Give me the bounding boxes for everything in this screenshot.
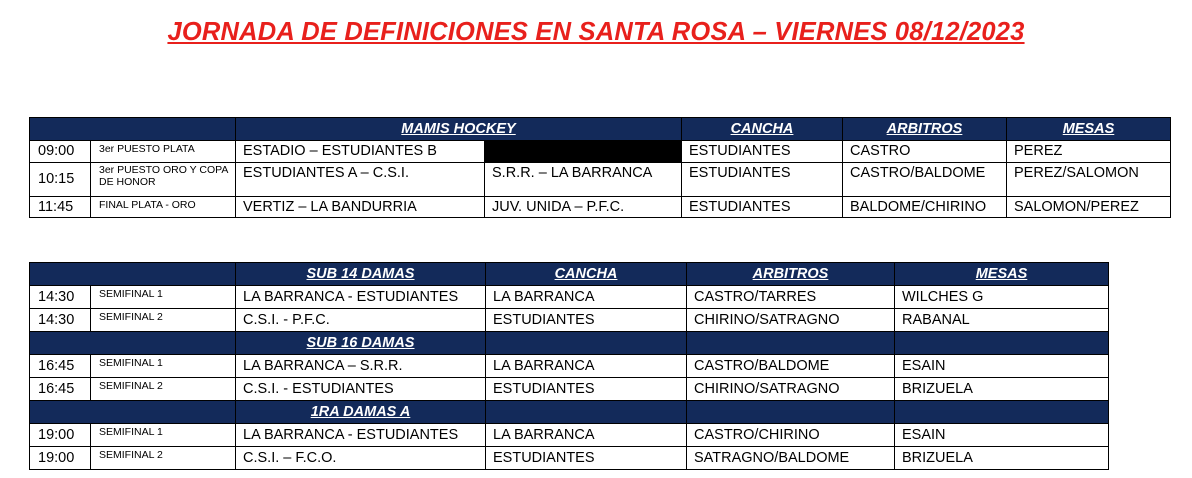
cell-mesas: SALOMON/PEREZ	[1007, 197, 1171, 218]
header-empty	[895, 332, 1109, 355]
header-arbitros: ARBITROS	[843, 118, 1007, 141]
page-title: JORNADA DE DEFINICIONES EN SANTA ROSA – VIERNES 08/12/2023	[167, 18, 1025, 46]
section-header-row	[30, 401, 1109, 424]
cell-mesas: BRIZUELA	[895, 447, 1109, 470]
cell-arbitros: CASTRO/CHIRINO	[687, 424, 895, 447]
cell-cancha: LA BARRANCA	[486, 424, 687, 447]
cell-label: SEMIFINAL 2	[91, 378, 236, 401]
cell-match-1: ESTUDIANTES A – C.S.I.	[236, 163, 485, 197]
cell-mesas: ESAIN	[895, 355, 1109, 378]
cell-match-2: JUV. UNIDA – P.F.C.	[485, 197, 682, 218]
cell-time: 09:00	[30, 141, 91, 163]
table-row	[30, 141, 1171, 163]
cell-match-1: ESTADIO – ESTUDIANTES B	[236, 141, 485, 163]
cell-time: 16:45	[30, 355, 91, 378]
table-row	[30, 355, 1109, 378]
table-row	[30, 447, 1109, 470]
cell-cancha: LA BARRANCA	[486, 355, 687, 378]
header-category: SUB 16 DAMAS	[236, 332, 486, 355]
header-spacer	[30, 401, 236, 424]
header-empty	[895, 401, 1109, 424]
cell-match: LA BARRANCA – S.R.R.	[236, 355, 486, 378]
mamis-hockey-table	[29, 117, 1171, 218]
cell-match: LA BARRANCA - ESTUDIANTES	[236, 286, 486, 309]
cell-match: C.S.I. - P.F.C.	[236, 309, 486, 332]
table-row	[30, 197, 1171, 218]
cell-arbitros: SATRAGNO/BALDOME	[687, 447, 895, 470]
table-row	[30, 286, 1109, 309]
cell-mesas: BRIZUELA	[895, 378, 1109, 401]
header-mesas: MESAS	[895, 263, 1109, 286]
header-arbitros: ARBITROS	[687, 263, 895, 286]
cell-time: 19:00	[30, 424, 91, 447]
cell-time: 16:45	[30, 378, 91, 401]
cell-cancha: ESTUDIANTES	[486, 309, 687, 332]
cell-time: 10:15	[30, 163, 91, 197]
header-mesas: MESAS	[1007, 118, 1171, 141]
cell-label: 3er PUESTO PLATA	[91, 141, 236, 163]
cell-time: 14:30	[30, 309, 91, 332]
cell-time: 11:45	[30, 197, 91, 218]
cell-arbitros: BALDOME/CHIRINO	[843, 197, 1007, 218]
section-header-row	[30, 263, 1109, 286]
cell-time: 19:00	[30, 447, 91, 470]
cell-cancha: ESTUDIANTES	[486, 378, 687, 401]
header-category: MAMIS HOCKEY	[236, 118, 682, 141]
header-category: 1RA DAMAS A	[236, 401, 486, 424]
header-category: SUB 14 DAMAS	[236, 263, 486, 286]
cell-match-2: S.R.R. – LA BARRANCA	[485, 163, 682, 197]
cell-mesas: RABANAL	[895, 309, 1109, 332]
cell-mesas: WILCHES G	[895, 286, 1109, 309]
header-cancha: CANCHA	[682, 118, 843, 141]
cell-cancha: ESTUDIANTES	[486, 447, 687, 470]
cell-match: C.S.I. – F.C.O.	[236, 447, 486, 470]
cell-label: FINAL PLATA - ORO	[91, 197, 236, 218]
cell-cancha: ESTUDIANTES	[682, 141, 843, 163]
header-empty	[687, 332, 895, 355]
cell-arbitros: CHIRINO/SATRAGNO	[687, 309, 895, 332]
header-spacer	[30, 118, 236, 141]
cell-match-1: VERTIZ – LA BANDURRIA	[236, 197, 485, 218]
cell-arbitros: CASTRO/BALDOME	[687, 355, 895, 378]
header-spacer	[30, 263, 236, 286]
header-empty	[486, 401, 687, 424]
cell-mesas: PEREZ/SALOMON	[1007, 163, 1171, 197]
header-spacer	[30, 332, 236, 355]
damas-table	[29, 262, 1109, 470]
header-cancha: CANCHA	[486, 263, 687, 286]
cell-cancha: ESTUDIANTES	[682, 197, 843, 218]
cell-match: LA BARRANCA - ESTUDIANTES	[236, 424, 486, 447]
header-empty	[486, 332, 687, 355]
cell-label: SEMIFINAL 1	[91, 424, 236, 447]
cell-label: SEMIFINAL 2	[91, 447, 236, 470]
cell-label: SEMIFINAL 1	[91, 355, 236, 378]
cell-time: 14:30	[30, 286, 91, 309]
cell-arbitros: CASTRO/BALDOME	[843, 163, 1007, 197]
cell-arbitros: CASTRO/TARRES	[687, 286, 895, 309]
table-row	[30, 309, 1109, 332]
cell-mesas: PEREZ	[1007, 141, 1171, 163]
cell-label: 3er PUESTO ORO Y COPA DE HONOR	[91, 163, 236, 197]
header-empty	[687, 401, 895, 424]
section-header-row	[30, 332, 1109, 355]
table-row	[30, 163, 1171, 197]
cell-arbitros: CASTRO	[843, 141, 1007, 163]
cell-mesas: ESAIN	[895, 424, 1109, 447]
cell-match-2-blacked-out	[485, 141, 682, 163]
table-row	[30, 424, 1109, 447]
table-header-row	[30, 118, 1171, 141]
cell-arbitros: CHIRINO/SATRAGNO	[687, 378, 895, 401]
cell-label: SEMIFINAL 1	[91, 286, 236, 309]
cell-cancha: ESTUDIANTES	[682, 163, 843, 197]
cell-cancha: LA BARRANCA	[486, 286, 687, 309]
cell-label: SEMIFINAL 2	[91, 309, 236, 332]
cell-match: C.S.I. - ESTUDIANTES	[236, 378, 486, 401]
table-row	[30, 378, 1109, 401]
